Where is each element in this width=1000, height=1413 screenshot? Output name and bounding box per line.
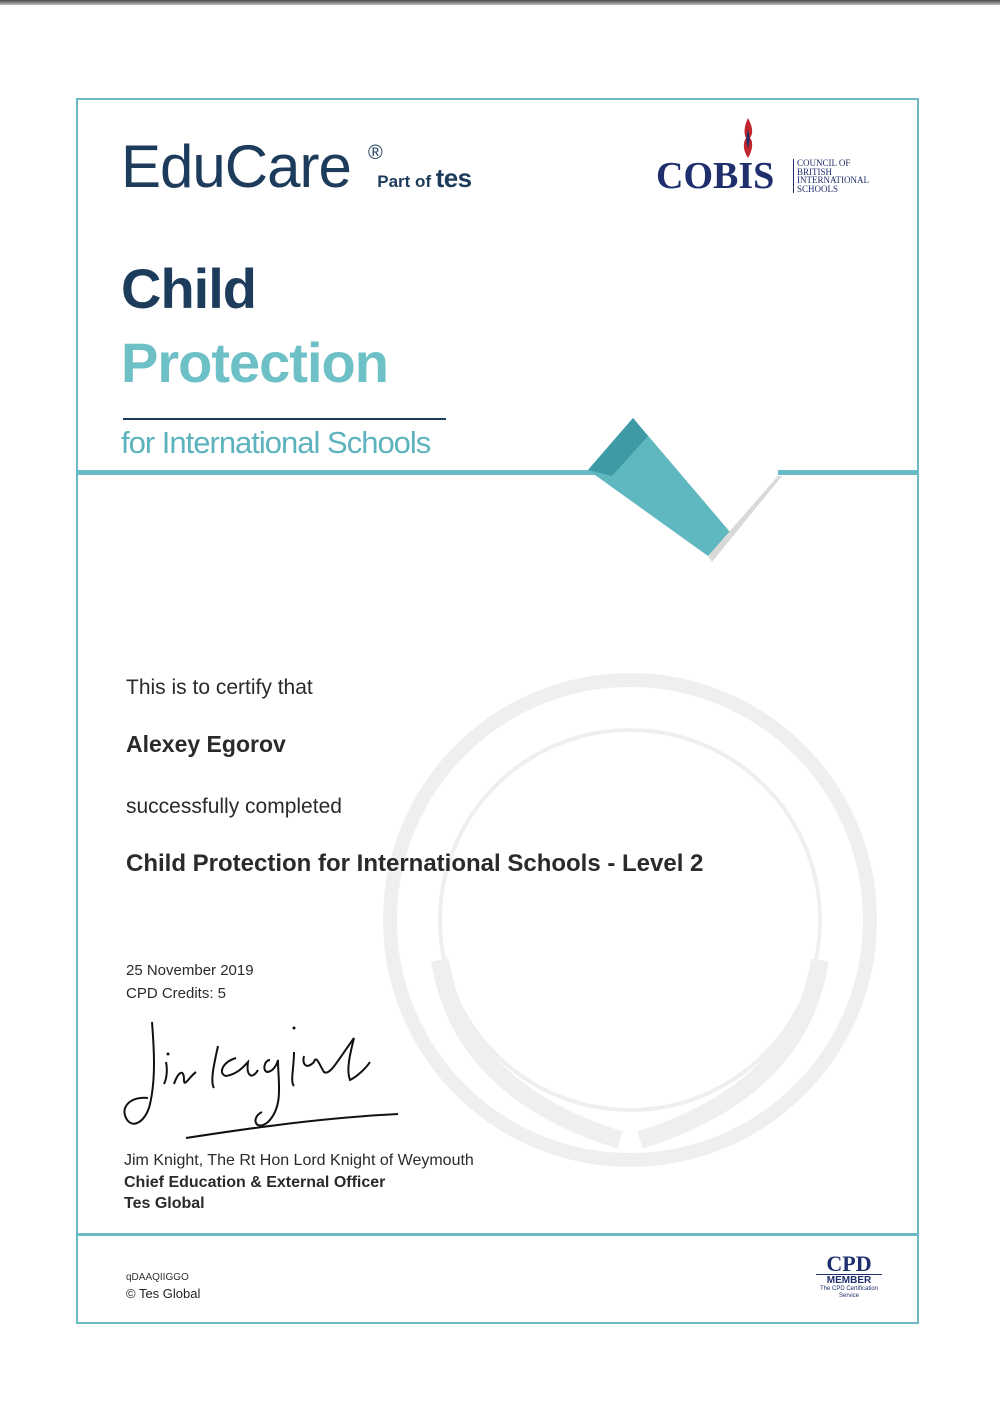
tes-logo-text: tes bbox=[435, 163, 472, 193]
registered-mark: ® bbox=[368, 142, 383, 164]
cobis-wordmark: COBIS bbox=[656, 155, 775, 197]
completion-date: 25 November 2019 bbox=[126, 962, 254, 979]
cobis-subtitle-line: SCHOOLS bbox=[797, 183, 839, 194]
copyright-text: © Tes Global bbox=[126, 1286, 201, 1301]
recipient-name: Alexey Egorov bbox=[126, 731, 286, 757]
cobis-subtitle-line: INTERNATIONAL bbox=[797, 175, 869, 185]
cobis-logo bbox=[656, 116, 886, 196]
cpd-credits: CPD Credits: 5 bbox=[126, 985, 227, 1002]
certificate-code: qDAAQIIGGO bbox=[126, 1272, 189, 1283]
cpd-badge-service: The CPD Certification Service bbox=[819, 1286, 879, 1299]
cobis-subtitle bbox=[793, 159, 869, 193]
cobis-subtitle-line: COUNCIL OF bbox=[797, 158, 851, 168]
course-title-line-3: for International Schools bbox=[121, 425, 431, 460]
part-of-label: Part of bbox=[377, 172, 432, 191]
cpd-badge-member: MEMBER bbox=[816, 1274, 882, 1286]
laurel-watermark-icon bbox=[360, 660, 900, 1180]
title-rule bbox=[123, 418, 446, 420]
cpd-badge-title: CPD bbox=[826, 1251, 872, 1276]
brand-name: EduCare bbox=[121, 133, 351, 200]
certify-intro: This is to certify that bbox=[126, 676, 313, 699]
signatory-organisation: Tes Global bbox=[124, 1195, 205, 1212]
footer-divider bbox=[76, 1233, 919, 1236]
cpd-member-badge bbox=[816, 1251, 882, 1304]
educare-logo bbox=[121, 132, 472, 201]
completion-text: successfully completed bbox=[126, 795, 342, 818]
course-title-line-2: Protection bbox=[121, 331, 388, 394]
cobis-subtitle-line: BRITISH bbox=[797, 166, 833, 177]
signatory-name: Jim Knight, The Rt Hon Lord Knight of Weymouth bbox=[124, 1152, 474, 1169]
signatory-role: Chief Education & External Officer bbox=[124, 1174, 386, 1191]
completed-course: Child Protection for International Schools - Level 2 bbox=[126, 850, 704, 877]
signature-image bbox=[118, 1018, 418, 1143]
course-title-line-1: Child bbox=[121, 257, 256, 320]
